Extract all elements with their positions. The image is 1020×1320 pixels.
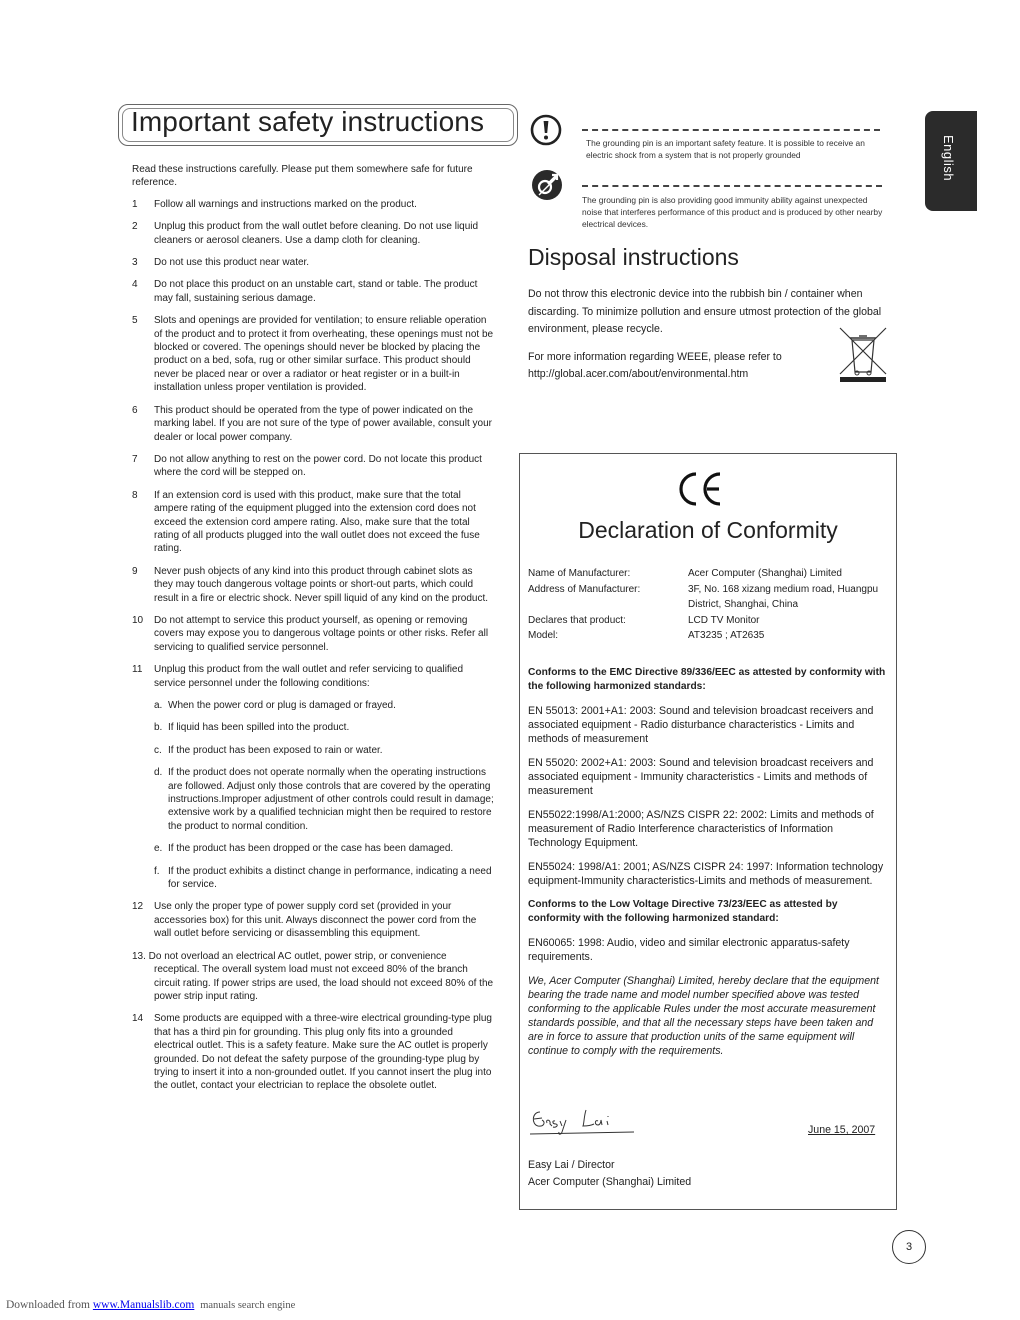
declaration-date: June 15, 2007 (808, 1124, 876, 1136)
list-item: 3 Do not use this product near water. (132, 257, 310, 269)
sub-list-item: d. If the product does not operate normally when the operating instructions are followed. Adjust only those controls that are covered by the operating instructions.Improper adjustment of other controls could result in damage; extensive work by a qualified technician might then be required to restore the product to normal condition. (154, 767, 494, 832)
title-box (118, 104, 518, 146)
declaration-title: Declaration of Conformity (578, 517, 838, 543)
weee-crossed-bin-icon (838, 326, 888, 384)
intro-text: Read these instructions carefully. Please put them somewhere safe for future reference. (132, 164, 473, 189)
list-item: 9 Never push objects of any kind into this product through cabinet slots as they may touch dangerous voltage points or short-out parts, which could result in a fire or electric shock. Never spill liquid of any kind on the product. (132, 565, 489, 604)
grounding-note: The grounding pin is an important safety feature. It is possible to receive an electric shock from a system that is not properly grounded (586, 138, 865, 160)
download-footer (6, 1299, 295, 1311)
list-item: 4 Do not place this product on an unstable cart, stand or table. The product may fall, sustaining serious damage. (132, 279, 478, 304)
info-row: Address of Manufacturer: 3F, No. 168 xizang medium road, Huangpu District, Shanghai, China (528, 583, 879, 610)
list-item: 7 Do not allow anything to rest on the power cord. Do not locate this product where the cord will be stepped on. (132, 453, 482, 479)
info-row: Declares that product: LCD TV Monitor (528, 614, 760, 626)
disposal-text (528, 286, 890, 384)
standard-text: EN55022:1998/A1:2000; AS/NZS CISPR 22: 2002: Limits and methods of measurement of Radio Interference characteristics of Information Technology Equipment. (528, 809, 874, 849)
weee-text: For more information regarding WEEE, please refer to (528, 350, 782, 363)
immunity-note: The grounding pin is also providing good immunity ability against unexpected noise that interferes performance of this product and is produced by other nearby electrical devices. (582, 195, 883, 229)
manualslib-link[interactable]: www.Manualslib.com (92, 1299, 195, 1311)
dashed-divider (582, 129, 880, 131)
info-row: Model: AT3235 ; AT2635 (528, 630, 765, 641)
list-item: 1 Follow all warnings and instructions marked on the product. (132, 198, 417, 210)
sub-list-item: a. When the power cord or plug is damaged or frayed. (154, 700, 396, 711)
footer-suffix: manuals search engine (200, 1300, 296, 1311)
declaration-statement: We, Acer Computer (Shanghai) Limited, hereby declare that the equipment bearing the trade name and model number specified above was tested conforming to the applicable Rules under the most accurate measurement standards possible, and that all the necessary steps have been taken and are in force to assure that production units of the same equipment will continue to comply with the requirements. (528, 975, 879, 1057)
list-item: 5 Slots and openings are provided for ventilation; to ensure reliable operation of the product and to protect it from overheating, these openings must not be blocked or covered. The openings should never be blocked by placing the product on a bed, sofa, rug or other similar surface. This product should never be placed near or over a radiator or heat register or in a built-in installation unless proper ventilation is provided. (132, 315, 494, 394)
list-item: 6 This product should be operated from the type of power indicated on the marking label. If you are not sure of the type of power available, consult your dealer or local power company. (132, 404, 492, 443)
list-item: 10 Do not attempt to service this product yourself, as opening or removing covers may expose you to dangerous voltage points or other risks. Refer all servicing to qualified service personnel. (132, 614, 489, 653)
sub-list-item: f. If the product exhibits a distinct change in performance, indicating a need for service. (154, 865, 492, 891)
list-item: 2 Unplug this product from the wall outlet before cleaning. Do not use liquid cleaners or aerosol cleaners. Use a damp cloth for cleaning. (132, 221, 479, 246)
list-item: 8 If an extension cord is used with this product, make sure that the total ampere rating of the equipment plugged into the extension cord does not exceed the extension cord ampere rating. Also, make sure that the total rating of all products plugged into the wall outlet does not exceed the fuse rating. (132, 489, 480, 555)
signer-name: Easy Lai / Director (528, 1159, 615, 1171)
list-item: 11 Unplug this product from the wall outlet and refer servicing to qualified service personnel under the following conditions: (132, 664, 464, 689)
emc-heading: Conforms to the EMC Directive 89/336/EEC as attested by conformity with the following harmonized standards: (528, 667, 886, 692)
list-item: 13. Do not overload an electrical AC outlet, power strip, or convenience receptical. The overall system load must not exceed 80% of the branch circuit rating. If power strips are used, the load should not exceed 80% of the power strip input rating. (132, 950, 494, 1002)
page-title: Important safety instructions (131, 106, 485, 137)
weee-info (528, 349, 890, 384)
dashed-divider (582, 185, 882, 187)
disposal-paragraph: Do not throw this electronic device into the rubbish bin / container when discarding. To minimize pollution and ensure utmost protection of the global environment, please recycle. (528, 288, 882, 335)
info-row: Name of Manufacturer: Acer Computer (Shanghai) Limited (528, 568, 842, 579)
noise-immunity-icon (530, 168, 564, 202)
page-number: 3 (892, 1230, 926, 1264)
standard-text: EN 55013: 2001+A1: 2003: Sound and television broadcast receivers and associated equipment - Radio disturbance characteristics - Limits and methods of measurement (528, 705, 874, 745)
safety-instructions (132, 163, 494, 1102)
handwritten-signature (528, 1104, 638, 1140)
signer-company: Acer Computer (Shanghai) Limited (528, 1176, 692, 1188)
standard-text: EN55024: 1998/A1: 2001; AS/NZS CISPR 24: 1997: Information technology equipment-Immunity characteristics-Limits and methods of measurement. (528, 861, 884, 887)
manufacturer-info (528, 566, 888, 644)
footer-prefix: Downloaded from (6, 1299, 90, 1311)
disposal-title: Disposal instructions (528, 244, 739, 270)
standard-text: EN60065: 1998: Audio, video and similar electronic apparatus-safety requirements. (528, 937, 850, 963)
sub-list-item: c. If the product has been exposed to rain or water. (154, 744, 383, 756)
declaration-body (528, 666, 886, 1068)
signer-block (528, 1157, 691, 1191)
lv-heading: Conforms to the Low Voltage Directive 73/23/EEC as attested by conformity with the following harmonized standard: (528, 899, 838, 924)
sub-list-item: b. If liquid has been spilled into the product. (154, 722, 350, 734)
exclamation-warning-icon (530, 114, 562, 146)
sub-list-item: e. If the product has been dropped or the case has been damaged. (154, 843, 454, 855)
standard-text: EN 55020: 2002+A1: 2003: Sound and television broadcast receivers and associated equipment - Immunity characteristics - Limits and methods of measurement (528, 757, 874, 797)
language-tab-label: English (941, 135, 956, 182)
weee-url: http://global.acer.com/about/environmental.htm (528, 368, 749, 380)
ce-mark-icon (676, 470, 726, 508)
list-item: 12 Use only the proper type of power supply cord set (provided in your accessories box) for this unit. Always disconnect the power cord from the wall outlet before servicing or disassembling this equipment. (132, 901, 477, 940)
list-item: 14 Some products are equipped with a three-wire electrical grounding-type plug that has a third pin for grounding. This plug only fits into a grounded electrical outlet. This is a safety feature. Make sure the AC outlet is properly grounded. Do not defeat the safety purpose of the grounding-type plug by trying to insert it into a non-grounded outlet. If you cannot insert the plug into the outlet, contact your electrician to replace the obsolete outlet. (132, 1013, 492, 1092)
language-tab (925, 111, 977, 211)
